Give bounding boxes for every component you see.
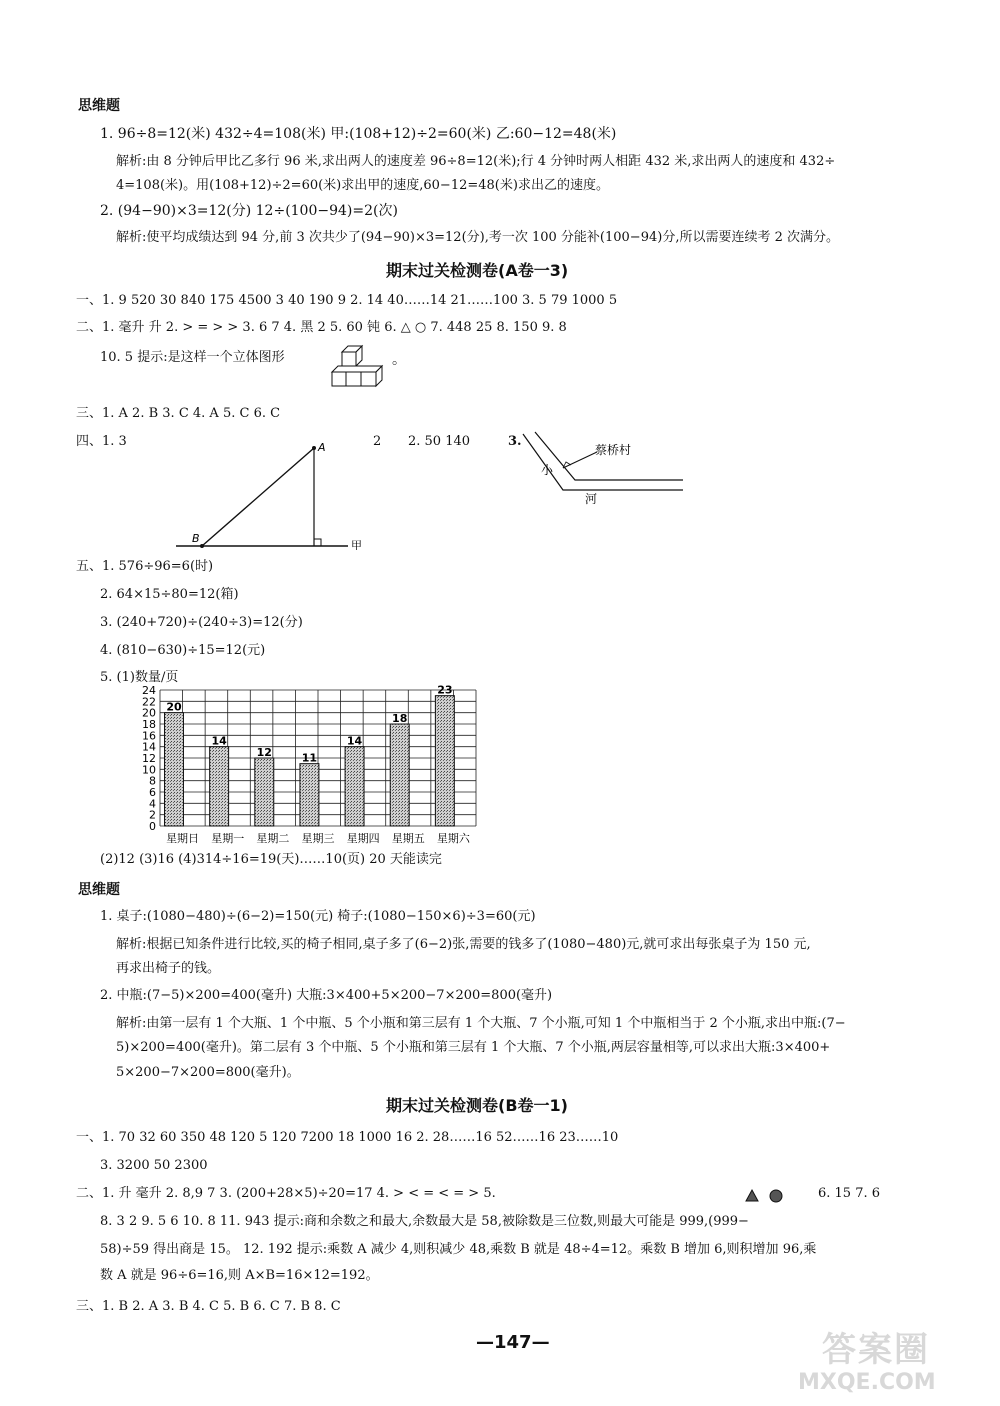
data-label: 12	[256, 746, 272, 759]
answer-text: 2. 50 140	[408, 434, 471, 449]
answer-row: 二、1. 升 毫升 2. 8,9 7 3. (200+28×5)÷20=17 4. > < = < = > 5.	[76, 1186, 496, 1201]
answer-line: 2. (94−90)×3=12(分) 12÷(100−94)=2(次)	[100, 203, 398, 219]
analysis-line: 解析:由第一层有 1 个大瓶、1 个中瓶、5 个小瓶和第三层有 1 个大瓶、7 个小瓶,可知 1 个中瓶相当于 2 个小瓶,求出中瓶:(7−	[116, 1016, 846, 1031]
river-map	[515, 428, 690, 512]
x-tick-label: 星期一	[211, 832, 245, 845]
x-tick-label: 星期三	[301, 832, 335, 845]
label-he: 河	[585, 492, 598, 506]
y-tick-label: 2	[149, 808, 156, 822]
y-tick-label: 20	[142, 706, 156, 720]
answer-row: 6. 15 7. 6	[818, 1186, 881, 1201]
answer-row: 3. 3200 50 2300	[100, 1158, 208, 1173]
data-label: 11	[301, 751, 318, 765]
circle-icon	[770, 1190, 782, 1202]
answer-row: 一、1. 9 520 30 840 175 4500 3 40 190 9 2. 14 40……14 21……100 3. 5 79 1000 5	[76, 293, 618, 308]
bar	[390, 724, 409, 826]
section-title: 期末过关检测卷(B卷一1)	[386, 1096, 568, 1115]
answer-line: 2. 中瓶:(7−5)×200=400(毫升) 大瓶:3×400+5×200−7×200=800(毫升)	[100, 988, 553, 1003]
answer-text: 2	[373, 434, 382, 449]
x-tick-label: 星期二	[256, 832, 290, 845]
data-label: 23	[437, 684, 453, 697]
bar	[210, 747, 229, 826]
y-tick-label: 14	[142, 740, 156, 754]
section-heading: 思维题	[78, 882, 120, 898]
answer-row: 3. (240+720)÷(240÷3)=12(分)	[100, 615, 303, 630]
y-tick-label: 0	[149, 820, 156, 833]
data-label: 18	[392, 712, 408, 725]
answer-row: 二、1. 毫升 升 2. > = > > 3. 6 7 4. 黑 2 5. 60 钝 6. △ ○ 7. 448 25 8. 150 9. 8	[76, 320, 567, 335]
y-tick-label: 12	[142, 752, 156, 765]
label-xiao: 小	[541, 463, 554, 477]
answer-row: 4. (810−630)÷15=12(元)	[100, 643, 266, 658]
analysis-line: 4=108(米)。用(108+12)÷2=60(米)求出甲的速度,60−12=48(米)求出乙的速度。	[116, 178, 609, 193]
y-tick-label: 6	[149, 786, 156, 799]
bar	[345, 747, 364, 826]
y-tick-label: 4	[149, 797, 156, 811]
x-tick-label: 星期四	[346, 832, 380, 845]
data-label: 14	[346, 734, 363, 748]
answer-line: 1. 桌子:(1080−480)÷(6−2)=150(元) 椅子:(1080−150×6)÷3=60(元)	[100, 909, 536, 924]
answer-row: 2. 64×15÷80=12(箱)	[100, 587, 239, 602]
y-tick-label: 24	[142, 684, 156, 697]
answer-row: 10. 5 提示:是这样一个立体图形	[100, 350, 285, 365]
answer-row: 58)÷59 得出商是 15。 12. 192 提示:乘数 A 减少 4,则积减少 48,乘数 B 就是 48÷4=12。乘数 B 增加 6,则积增加 96,乘	[100, 1242, 817, 1257]
bar	[300, 764, 319, 826]
watermark-logo: 答案圈	[822, 1330, 930, 1370]
bar-chart	[120, 684, 490, 848]
bar	[165, 713, 184, 826]
answer-row: 三、1. A 2. B 3. C 4. A 5. C 6. C	[76, 406, 281, 421]
x-tick-label: 星期五	[391, 832, 425, 845]
watermark-text: MXQE.COM	[798, 1370, 936, 1395]
answer-row: 5. (1)数量/页	[100, 670, 179, 685]
bar	[435, 696, 454, 826]
answer-row: (2)12 (3)16 (4)314÷16=19(天)……10(页) 20 天能读完	[100, 852, 442, 867]
answer-row: 四、1. 3	[76, 434, 127, 449]
analysis-line: 5)×200=400(毫升)。第二层有 3 个中瓶、5 个小瓶和第三层有 1 个大瓶、7 个小瓶,两层容量相等,可以求出大瓶:3×400+	[116, 1040, 831, 1055]
y-tick-label: 10	[142, 763, 156, 777]
answer-text: 3.	[508, 434, 522, 449]
page-number: —147—	[476, 1332, 550, 1353]
bar	[255, 758, 274, 826]
shape-icons	[744, 1188, 790, 1204]
cube-period: 。	[392, 352, 406, 368]
section-heading: 思维题	[78, 98, 120, 114]
data-label: 20	[166, 700, 182, 714]
label-village: 蔡桥村	[595, 443, 632, 457]
analysis-line: 解析:根据已知条件进行比较,买的椅子相同,桌子多了(6−2)张,需要的钱多了(1080−480)元,就可求出每张桌子为 150 元,	[116, 937, 811, 952]
triangle-figure	[176, 438, 366, 550]
answer-row: 三、1. B 2. A 3. B 4. C 5. B 6. C 7. B 8. C	[76, 1299, 341, 1314]
y-tick-label: 16	[142, 729, 156, 743]
analysis-line: 5×200−7×200=800(毫升)。	[116, 1065, 300, 1080]
y-tick-label: 18	[142, 718, 156, 731]
analysis-line: 再求出椅子的钱。	[116, 961, 221, 976]
analysis-line: 解析:使平均成绩达到 94 分,前 3 次共少了(94−90)×3=12(分),考一次 100 分能补(100−94)分,所以需要连续考 2 次满分。	[116, 230, 839, 245]
label-b: B	[192, 532, 200, 545]
data-label: 14	[211, 734, 227, 748]
answer-line: 1. 96÷8=12(米) 432÷4=108(米) 甲:(108+12)÷2=60(米) 乙:60−12=48(米)	[100, 126, 617, 142]
analysis-line: 解析:由 8 分钟后甲比乙多行 96 米,求出两人的速度差 96÷8=12(米);行 4 分钟时两人相距 432 米,求出两人的速度和 432÷	[116, 154, 836, 169]
answer-row: 五、1. 576÷96=6(时)	[76, 559, 214, 574]
x-tick-label: 星期六	[436, 832, 470, 845]
x-tick-label: 星期日	[166, 832, 200, 845]
section-title: 期末过关检测卷(A卷一3)	[386, 261, 569, 280]
answer-row: 一、1. 70 32 60 350 48 120 5 120 7200 18 1000 16 2. 28……16 52……16 23……10	[76, 1130, 619, 1145]
label-jia: 甲	[351, 539, 362, 550]
label-a: A	[318, 441, 326, 454]
cube-figure	[330, 344, 392, 396]
y-tick-label: 22	[142, 695, 156, 709]
answer-row: 8. 3 2 9. 5 6 10. 8 11. 943 提示:商和余数之和最大,余数最大是 58,被除数是三位数,则最大可能是 999,(999−	[100, 1214, 749, 1229]
answer-row: 数 A 就是 96÷6=16,则 A×B=16×12=192。	[100, 1268, 379, 1283]
y-tick-label: 8	[149, 774, 156, 788]
triangle-icon	[746, 1190, 758, 1201]
